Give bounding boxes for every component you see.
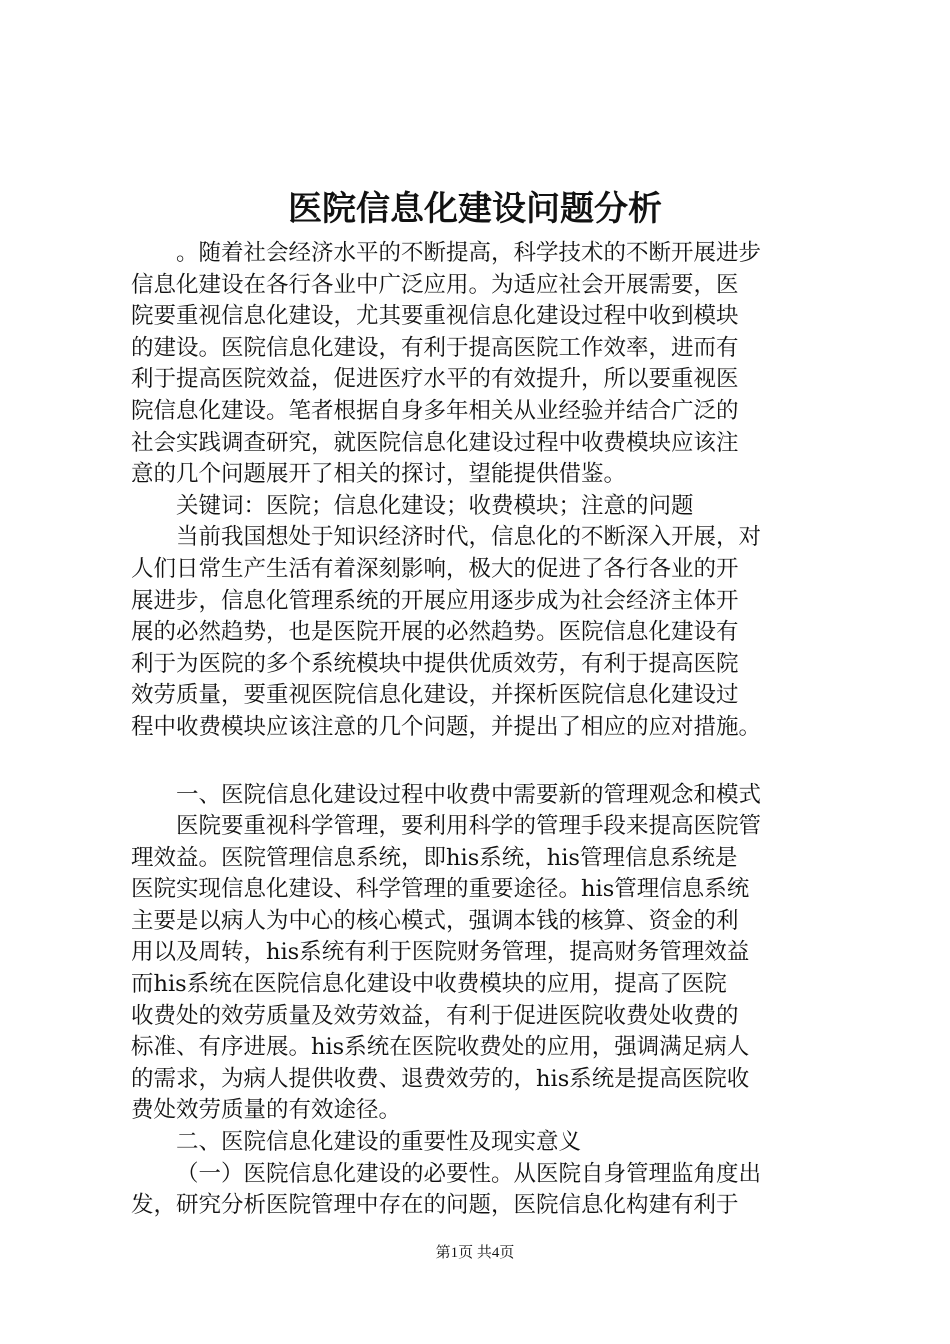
- text-line: 社会实践调查研究，就医院信息化建设过程中收费模块应该注: [131, 429, 739, 456]
- text-line: 的需求，为病人提供收费、退费效劳的，his系统是提高医院收: [131, 1065, 750, 1092]
- text-line: 程中收费模块应该注意的几个问题，并提出了相应的应对措施。: [131, 713, 762, 740]
- text-line: 医院要重视科学管理，要利用科学的管理手段来提高医院管: [176, 813, 762, 840]
- text-line: 收费处的效劳质量及效劳效益，有利于促进医院收费处收费的: [131, 1002, 739, 1029]
- text-line: 展的必然趋势，也是医院开展的必然趋势。医院信息化建设有: [131, 619, 739, 646]
- text-line: 人们日常生产生活有着深刻影响，极大的促进了各行各业的开: [131, 555, 739, 582]
- page-footer: 第1页 共4页: [435, 1245, 515, 1261]
- paragraph-gap: [131, 744, 831, 780]
- document-body: [131, 238, 831, 1222]
- text-line: 医院实现信息化建设、科学管理的重要途径。his管理信息系统: [131, 876, 750, 903]
- text-line: 发，研究分析医院管理中存在的问题，医院信息化构建有利于: [131, 1192, 739, 1219]
- text-line: 。随着社会经济水平的不断提高，科学技术的不断开展进步: [176, 240, 762, 266]
- text-line: 标准、有序进展。his系统在医院收费处的应用，强调满足病人: [131, 1034, 750, 1061]
- text-line: 院信息化建设。笔者根据自身多年相关从业经验并结合广泛的: [131, 397, 739, 424]
- text-line: 而his系统在医院信息化建设中收费模块的应用，提高了医院: [131, 971, 727, 998]
- text-line: 二、医院信息化建设的重要性及现实意义: [176, 1129, 582, 1156]
- text-line: 的建设。医院信息化建设，有利于提高医院工作效率，进而有: [131, 334, 739, 361]
- text-line: 费处效劳质量的有效途径。: [131, 1097, 402, 1124]
- text-line: 效劳质量，要重视医院信息化建设，并探析医院信息化建设过: [131, 682, 739, 709]
- text-line: 展进步，信息化管理系统的开展应用逐步成为社会经济主体开: [131, 587, 739, 614]
- text-line: 意的几个问题展开了相关的探讨，望能提供借鉴。: [131, 461, 627, 488]
- text-line: 一、医院信息化建设过程中收费中需要新的管理观念和模式: [176, 781, 762, 808]
- document-title: 医院信息化建设问题分析: [288, 189, 662, 229]
- text-line: 用以及周转，his系统有利于医院财务管理，提高财务管理效益: [131, 939, 750, 966]
- text-line: 院要重视信息化建设，尤其要重视信息化建设过程中收到模块: [131, 303, 739, 330]
- text-line: 信息化建设在各行各业中广泛应用。为适应社会开展需要，医: [131, 271, 739, 298]
- text-line: 利于为医院的多个系统模块中提供优质效劳，有利于提高医院: [131, 650, 739, 677]
- text-line: 主要是以病人为中心的核心模式，强调本钱的核算、资金的利: [131, 907, 739, 934]
- text-line: 理效益。医院管理信息系统，即his系统，his管理信息系统是: [131, 844, 738, 871]
- text-line: 关键词：医院；信息化建设；收费模块；注意的问题: [176, 492, 694, 519]
- text-line: 当前我国想处于知识经济时代，信息化的不断深入开展，对: [176, 524, 762, 551]
- text-line: （一）医院信息化建设的必要性。从医院自身管理监角度出: [176, 1160, 762, 1187]
- text-line: 利于提高医院效益，促进医疗水平的有效提升，所以要重视医: [131, 366, 739, 393]
